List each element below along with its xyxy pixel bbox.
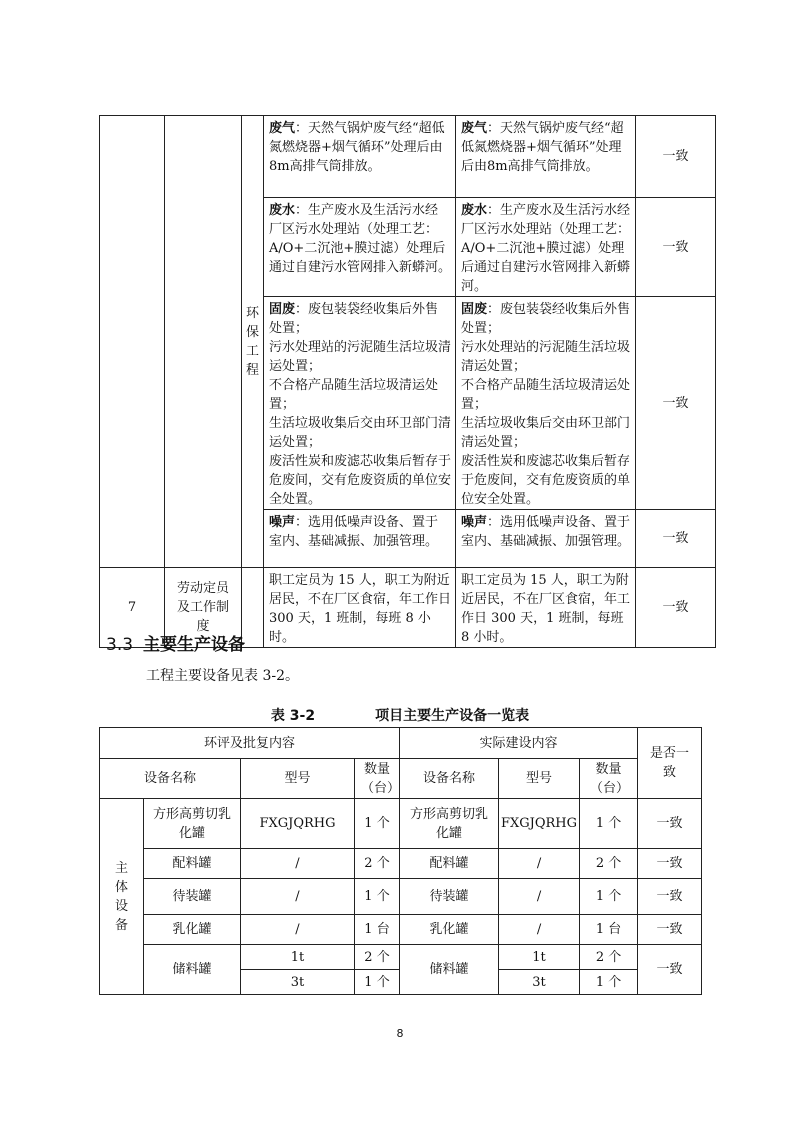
header-actual: 实际建设内容: [400, 728, 638, 759]
group-cell: 主体设备: [100, 799, 144, 995]
col-model: 型号: [499, 759, 580, 799]
col-model: 型号: [241, 759, 355, 799]
table-row: 主体设备 方形高剪切乳化罐 FXGJQRHG 1 个 方形高剪切乳化罐 FXGJQRHG 1 个 一致: [100, 799, 702, 849]
actual-cell: 废水：生产废水及生活污水经厂区污水处理站（处理工艺：A/O+二沉池+膜过滤）处理后通过自建污水管网排入新蟒河。: [456, 198, 636, 297]
table-row: 待装罐 / 1 个 待装罐 / 1 个 一致: [100, 879, 702, 915]
eia-cell: 职工定员为 15 人，职工为附近居民，不在厂区食宿，年工作日 300 天，1 班制，每班 8 小时。: [264, 568, 456, 648]
table-row: 乳化罐 / 1 台 乳化罐 / 1 台 一致: [100, 915, 702, 945]
result-cell: 一致: [636, 568, 716, 648]
equipment-table: [99, 727, 702, 995]
caption-title: 项目主要生产设备一览表: [375, 708, 530, 724]
eia-cell: 废水：生产废水及生活污水经厂区污水处理站（处理工艺：A/O+二沉池+膜过滤）处理后通过自建污水管网排入新蟒河。: [264, 198, 456, 297]
actual-cell: 废气：天然气锅炉废气经“超低氮燃烧器+烟气循环”处理后由8m高排气筒排放。: [456, 116, 636, 198]
eia-cell: 废气：天然气锅炉废气经“超低氮燃烧器+烟气循环”处理后由8m高排气筒排放。: [264, 116, 456, 198]
col-qty: 数量（台）: [580, 759, 638, 799]
table-row: [100, 116, 716, 198]
section-title: 主要生产设备: [143, 635, 246, 655]
page-number: 8: [396, 1027, 404, 1040]
col-qty: 数量（台）: [355, 759, 400, 799]
table-row: 储料罐 1t 2 个 储料罐 1t 2 个 一致: [100, 945, 702, 970]
project-composition-table: [99, 115, 716, 648]
row-number: 7: [100, 568, 165, 648]
actual-cell: 噪声：选用低噪声设备、置于室内、基础减振、加强管理。: [456, 510, 636, 568]
body-paragraph: 工程主要设备见表 3-2。: [146, 668, 299, 684]
group-label-cell: [242, 116, 264, 568]
result-cell: 一致: [636, 510, 716, 568]
result-cell: 一致: [636, 198, 716, 297]
storage-actual-name: 储料罐: [400, 945, 499, 995]
eia-cell: 固废：废包装袋经收集后外售处置； 污水处理站的污泥随生活垃圾清运处置； 不合格产品随生活垃圾清运处置； 生活垃圾收集后交由环卫部门清运处置； 废活性炭和废滤芯收集后暂存于危废间，交有危废资质的单位安全处置。: [264, 297, 456, 510]
header-consistent: 是否一致: [638, 728, 702, 799]
table-header-row: [100, 728, 702, 759]
result-cell: 一致: [636, 116, 716, 198]
result-cell: 一致: [636, 297, 716, 510]
storage-name: 储料罐: [144, 945, 241, 995]
eia-cell: 噪声：选用低噪声设备、置于室内、基础减振、加强管理。: [264, 510, 456, 568]
col-name: 设备名称: [100, 759, 241, 799]
group-label: 环保工程: [245, 305, 259, 378]
section-number: 3.3: [106, 635, 134, 655]
col-name: 设备名称: [400, 759, 499, 799]
table-row: 配料罐 / 2 个 配料罐 / 2 个 一致: [100, 849, 702, 879]
header-eia: 环评及批复内容: [100, 728, 400, 759]
row-name: 劳动定员及工作制度: [165, 568, 242, 648]
actual-cell: 职工定员为 15 人，职工为附近居民，不在厂区食宿，年工作日 300 天，1 班制，每班 8 小时。: [456, 568, 636, 648]
caption-number: 表 3-2: [270, 708, 316, 724]
table-header-row: [100, 759, 702, 799]
actual-cell: 固废：废包装袋经收集后外售处置； 污水处理站的污泥随生活垃圾清运处置； 不合格产品随生活垃圾清运处置； 生活垃圾收集后交由环卫部门清运处置； 废活性炭和废滤芯收集后暂存于危废间，交有危废资质的单位安全处置。: [456, 297, 636, 510]
table-row: 3t 1 个 3t 1 个: [100, 970, 702, 995]
section-heading: [106, 630, 245, 655]
table-caption: [0, 705, 800, 725]
